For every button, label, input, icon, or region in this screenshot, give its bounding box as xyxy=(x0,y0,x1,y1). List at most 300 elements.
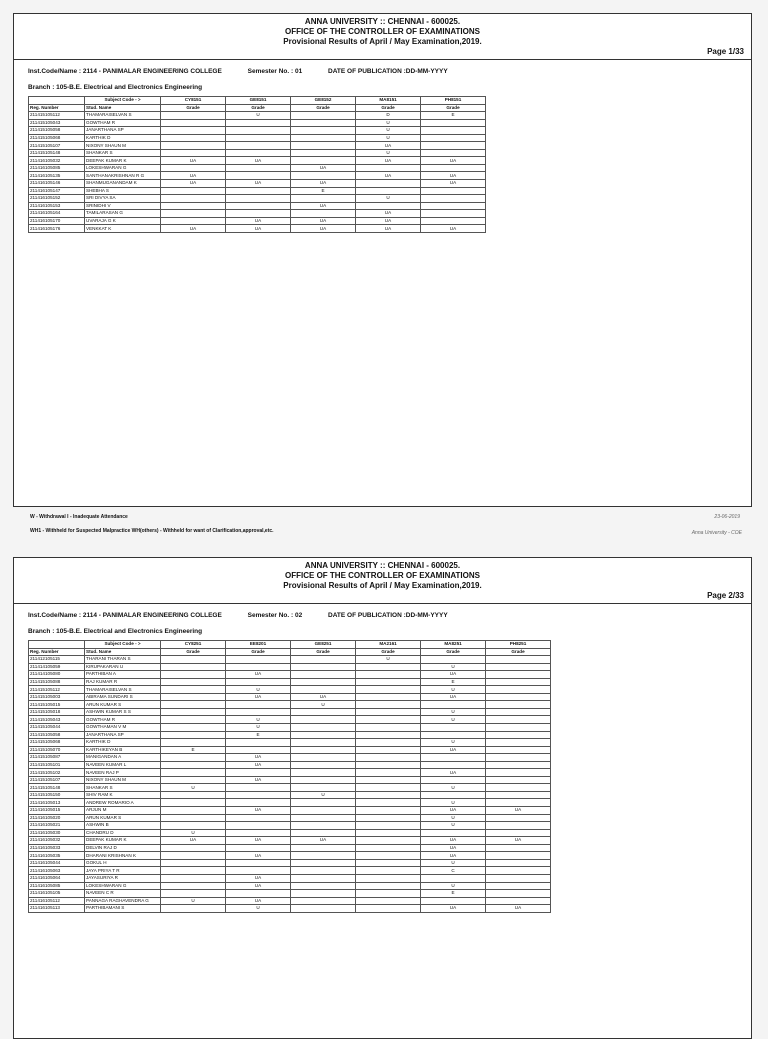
grade-cell: U xyxy=(356,149,421,157)
table-row xyxy=(29,761,551,769)
student-name-cell: PANNAGA RAGHAVENDRA G xyxy=(85,897,161,905)
grade-cell: UA xyxy=(356,217,421,225)
grade-cell: UA xyxy=(291,225,356,233)
table-row xyxy=(29,134,486,142)
grade-cell: E xyxy=(226,731,291,739)
grade-cell xyxy=(356,814,421,822)
grade-cell: U xyxy=(356,195,421,203)
reg-number-cell: 211416105032 xyxy=(29,837,85,845)
grade-cell xyxy=(291,678,356,686)
grade-cell xyxy=(421,874,486,882)
grade-cell xyxy=(291,142,356,150)
student-name-cell: DHARANI KRISHNAN K xyxy=(85,852,161,860)
subject-code-row xyxy=(29,641,551,649)
issuer-label: Anna University - COE xyxy=(691,530,742,536)
grade-cell xyxy=(486,693,551,701)
grade-cell xyxy=(291,172,356,180)
grade-cell xyxy=(161,164,226,172)
grade-cell: UA xyxy=(486,905,551,913)
subject-code: MA8151 xyxy=(356,97,421,105)
table-row xyxy=(29,784,551,792)
page-number: Page 2/33 xyxy=(707,591,744,600)
grade-header: Grade xyxy=(291,104,356,112)
legend-line-1: W - Withdrawal I - Inadequate Attendance xyxy=(30,514,128,520)
table-row xyxy=(29,656,551,664)
table-row xyxy=(29,754,551,762)
grade-cell xyxy=(161,708,226,716)
grade-cell xyxy=(291,656,356,664)
grade-cell xyxy=(486,822,551,830)
table-row xyxy=(29,663,551,671)
grade-cell: U xyxy=(421,882,486,890)
reg-number-cell: 211415105112 xyxy=(29,686,85,694)
grade-cell: UA xyxy=(291,837,356,845)
grade-cell xyxy=(421,142,486,150)
grade-cell xyxy=(421,761,486,769)
grade-cell xyxy=(356,784,421,792)
student-name-cell: DEEPAK KUMAR K xyxy=(85,837,161,845)
grade-header: Grade xyxy=(356,648,421,656)
grade-cell xyxy=(421,897,486,905)
grade-cell: E xyxy=(291,187,356,195)
table-row xyxy=(29,210,486,218)
grade-cell xyxy=(161,112,226,120)
grade-cell xyxy=(161,678,226,686)
subject-code: CY8151 xyxy=(161,97,226,105)
grade-header: Grade xyxy=(226,648,291,656)
grade-cell: U xyxy=(421,708,486,716)
student-name-cell: CHANDRU D xyxy=(85,829,161,837)
student-name-cell: SANTHANAKRISHNAN R G xyxy=(85,172,161,180)
reg-number-cell: 211416105032 xyxy=(29,157,85,165)
grade-cell: UA xyxy=(226,852,291,860)
table-row xyxy=(29,157,486,165)
student-name-cell: UVARAJA G K xyxy=(85,217,161,225)
table-row xyxy=(29,882,551,890)
grade-cell xyxy=(421,210,486,218)
university-name: ANNA UNIVERSITY :: CHENNAI - 600025. xyxy=(304,17,461,26)
table-row xyxy=(29,890,551,898)
results-table xyxy=(28,640,551,913)
grade-cell xyxy=(161,807,226,815)
grade-cell xyxy=(291,127,356,135)
reg-number-header: Reg. Number xyxy=(29,648,85,656)
grade-cell xyxy=(291,671,356,679)
student-name-cell: VENKKAT K xyxy=(85,225,161,233)
grade-cell xyxy=(356,164,421,172)
grade-cell xyxy=(421,656,486,664)
grade-cell xyxy=(291,890,356,898)
grade-cell xyxy=(291,157,356,165)
grade-cell xyxy=(291,874,356,882)
grade-cell: U xyxy=(356,127,421,135)
grade-cell: U xyxy=(226,686,291,694)
page-number: Page 1/33 xyxy=(707,47,744,56)
reg-number-cell: 211415105068 xyxy=(29,134,85,142)
grade-cell xyxy=(226,829,291,837)
grade-cell xyxy=(161,716,226,724)
reg-number-cell: 211416105135 xyxy=(29,172,85,180)
grade-cell: U xyxy=(356,656,421,664)
grade-cell: U xyxy=(161,897,226,905)
grade-cell xyxy=(226,663,291,671)
result-page-1 xyxy=(13,13,752,507)
grade-cell xyxy=(486,656,551,664)
semester-number: Semester No. : 02 xyxy=(247,612,303,619)
student-name-cell: PARTHIBAMANI S xyxy=(85,905,161,913)
header-cell-blank xyxy=(29,641,85,649)
table-row xyxy=(29,119,486,127)
student-name-cell: NIXONY SHAUN M xyxy=(85,776,161,784)
grade-cell: UA xyxy=(421,693,486,701)
table-row xyxy=(29,225,486,233)
grade-cell xyxy=(421,119,486,127)
grade-cell: E xyxy=(161,746,226,754)
grade-cell xyxy=(226,791,291,799)
grade-cell: UA xyxy=(356,225,421,233)
table-row xyxy=(29,172,486,180)
reg-number-header: Reg. Number xyxy=(29,104,85,112)
student-name-cell: ASHWIN KUMAR S S xyxy=(85,708,161,716)
student-name-cell: ARJUN M xyxy=(85,807,161,815)
grade-cell xyxy=(226,195,291,203)
grade-header: Grade xyxy=(421,104,486,112)
grade-header: Grade xyxy=(291,648,356,656)
grade-cell: E xyxy=(421,112,486,120)
reg-number-cell: 211415105107 xyxy=(29,776,85,784)
table-row xyxy=(29,693,551,701)
grade-cell xyxy=(161,769,226,777)
reg-number-cell: 211416105164 xyxy=(29,210,85,218)
institution-line xyxy=(28,68,472,75)
student-name-cell: JANARTHANA SP xyxy=(85,731,161,739)
student-name-cell: LOKESHWARAN G xyxy=(85,164,161,172)
grade-cell xyxy=(356,761,421,769)
grade-cell xyxy=(486,761,551,769)
grade-header: Grade xyxy=(226,104,291,112)
university-name: ANNA UNIVERSITY :: CHENNAI - 600025. xyxy=(304,561,461,570)
grade-cell: UA xyxy=(161,157,226,165)
grade-cell xyxy=(486,852,551,860)
reg-number-cell: 211416105085 xyxy=(29,164,85,172)
grade-cell xyxy=(486,671,551,679)
reg-number-cell: 211414105059 xyxy=(29,663,85,671)
grade-cell: UA xyxy=(421,225,486,233)
reg-number-cell: 211415105018 xyxy=(29,708,85,716)
grade-cell xyxy=(161,142,226,150)
student-name-cell: NAVEEN RAJ P xyxy=(85,769,161,777)
grade-cell: UA xyxy=(226,874,291,882)
grade-cell xyxy=(356,671,421,679)
reg-number-cell: 211415105150 xyxy=(29,791,85,799)
grade-cell xyxy=(356,769,421,777)
grade-cell: U xyxy=(421,822,486,830)
grade-cell xyxy=(421,754,486,762)
results-title: Provisional Results of April / May Examination,2019. xyxy=(283,37,482,46)
subject-code: EE8201 xyxy=(226,641,291,649)
student-name-cell: GOWTHAM R xyxy=(85,716,161,724)
grade-cell xyxy=(161,195,226,203)
grade-cell xyxy=(226,822,291,830)
grade-cell: UA xyxy=(226,897,291,905)
publication-date: DATE OF PUBLICATION :DD-MM-YYYY xyxy=(328,68,448,75)
grade-cell xyxy=(226,678,291,686)
grade-cell: D xyxy=(356,112,421,120)
grade-cell xyxy=(291,807,356,815)
grade-cell xyxy=(356,890,421,898)
reg-number-cell: 211415105058 xyxy=(29,731,85,739)
student-name-cell: NIXONY SHAUN M xyxy=(85,142,161,150)
grade-cell: UA xyxy=(226,776,291,784)
header-cell-blank xyxy=(29,97,85,105)
reg-number-cell: 211416105015 xyxy=(29,807,85,815)
grade-cell xyxy=(421,731,486,739)
results-title: Provisional Results of April / May Examination,2019. xyxy=(283,581,482,590)
student-name-cell: GOWTHAM R xyxy=(85,119,161,127)
grade-cell xyxy=(291,784,356,792)
grade-cell xyxy=(356,716,421,724)
reg-number-cell: 211415105102 xyxy=(29,769,85,777)
student-name-cell: SRINIDHI V xyxy=(85,202,161,210)
grade-cell: UA xyxy=(291,180,356,188)
table-row xyxy=(29,708,551,716)
header-divider xyxy=(14,603,751,604)
grade-cell: U xyxy=(161,829,226,837)
table-row xyxy=(29,127,486,135)
grade-cell xyxy=(161,701,226,709)
student-name-cell: JAYA PRIYA T R xyxy=(85,867,161,875)
result-page-2 xyxy=(13,557,752,1039)
legend-line-2: WH1 - Withheld for Suspected Malpractice WH(others) - Withheld for want of Clarification,approval,etc. xyxy=(30,528,274,534)
grade-cell: UA xyxy=(226,217,291,225)
student-name-cell: DEEPAK KUMAR K xyxy=(85,157,161,165)
grade-cell xyxy=(486,859,551,867)
grade-cell xyxy=(291,716,356,724)
table-row xyxy=(29,716,551,724)
grade-cell: C xyxy=(421,867,486,875)
table-row xyxy=(29,678,551,686)
student-name-cell: MANIGANDAN A xyxy=(85,754,161,762)
grade-cell xyxy=(226,127,291,135)
grade-cell xyxy=(161,739,226,747)
reg-number-cell: 211416105035 xyxy=(29,852,85,860)
grade-cell xyxy=(356,731,421,739)
grade-cell xyxy=(356,844,421,852)
table-row xyxy=(29,724,551,732)
grade-cell xyxy=(356,708,421,716)
grade-cell xyxy=(226,769,291,777)
grade-cell xyxy=(161,890,226,898)
grade-cell xyxy=(161,656,226,664)
table-row xyxy=(29,671,551,679)
grade-cell xyxy=(486,799,551,807)
grade-cell xyxy=(356,867,421,875)
reg-number-cell: 211414105080 xyxy=(29,671,85,679)
table-row xyxy=(29,187,486,195)
grade-cell xyxy=(421,164,486,172)
grade-cell xyxy=(356,701,421,709)
grade-cell xyxy=(291,708,356,716)
student-name-cell: SHIV RAM K xyxy=(85,791,161,799)
table-row xyxy=(29,791,551,799)
grade-cell xyxy=(226,739,291,747)
grade-cell xyxy=(291,149,356,157)
grade-cell xyxy=(226,708,291,716)
grade-cell xyxy=(356,678,421,686)
grade-cell xyxy=(486,686,551,694)
grade-cell xyxy=(291,731,356,739)
table-row xyxy=(29,776,551,784)
grade-cell: UA xyxy=(226,157,291,165)
grade-header: Grade xyxy=(161,104,226,112)
table-row xyxy=(29,852,551,860)
grade-cell xyxy=(226,187,291,195)
grade-cell xyxy=(291,112,356,120)
grade-cell xyxy=(486,890,551,898)
grade-cell xyxy=(486,708,551,716)
reg-number-cell: 211416105021 xyxy=(29,822,85,830)
grade-cell: UA xyxy=(356,210,421,218)
table-row xyxy=(29,874,551,882)
student-name-cell: THAMARAISELVAN S xyxy=(85,686,161,694)
reg-number-cell: 211415105015 xyxy=(29,701,85,709)
grade-cell: UA xyxy=(226,837,291,845)
grade-cell xyxy=(291,119,356,127)
header-divider xyxy=(14,59,751,60)
grade-cell: U xyxy=(226,724,291,732)
grade-cell xyxy=(421,195,486,203)
grade-cell xyxy=(421,776,486,784)
student-name-cell: LOKESHWARAN G xyxy=(85,882,161,890)
table-row xyxy=(29,164,486,172)
table-row xyxy=(29,829,551,837)
grade-cell xyxy=(486,791,551,799)
table-row xyxy=(29,905,551,913)
grade-cell xyxy=(291,897,356,905)
grade-cell xyxy=(226,202,291,210)
grade-cell xyxy=(291,814,356,822)
grade-cell xyxy=(226,890,291,898)
grade-cell xyxy=(356,663,421,671)
grade-cell xyxy=(226,119,291,127)
reg-number-cell: 211416105044 xyxy=(29,859,85,867)
grade-cell: UA xyxy=(486,837,551,845)
reg-number-cell: 211416105085 xyxy=(29,882,85,890)
grade-cell: UA xyxy=(161,837,226,845)
grade-cell xyxy=(161,761,226,769)
grade-cell xyxy=(161,776,226,784)
grade-cell: UA xyxy=(421,180,486,188)
reg-number-cell: 211416105063 xyxy=(29,867,85,875)
grade-cell xyxy=(486,776,551,784)
student-name-cell: RAJ KUMAR R xyxy=(85,678,161,686)
grade-cell: UA xyxy=(161,180,226,188)
grade-cell xyxy=(421,829,486,837)
grade-cell xyxy=(161,852,226,860)
grade-cell xyxy=(356,905,421,913)
grade-cell xyxy=(356,874,421,882)
grade-cell xyxy=(161,127,226,135)
institution-name: Inst.Code/Name : 2114 - PANIMALAR ENGINEERING COLLEGE xyxy=(28,68,222,75)
student-name-cell: ANDREW ROMARIO A xyxy=(85,799,161,807)
reg-number-cell: 211415105148 xyxy=(29,784,85,792)
grade-cell: UA xyxy=(421,852,486,860)
grade-cell xyxy=(161,754,226,762)
grade-cell xyxy=(291,739,356,747)
grade-cell xyxy=(291,761,356,769)
grade-cell: UA xyxy=(421,807,486,815)
table-row xyxy=(29,844,551,852)
grade-cell: U xyxy=(421,814,486,822)
reg-number-cell: 211415105088 xyxy=(29,678,85,686)
table-row xyxy=(29,142,486,150)
grade-cell xyxy=(161,867,226,875)
grade-cell xyxy=(161,210,226,218)
grade-cell xyxy=(356,837,421,845)
grade-cell: UA xyxy=(421,746,486,754)
grade-cell: UA xyxy=(421,837,486,845)
grade-cell xyxy=(226,799,291,807)
grade-cell xyxy=(421,187,486,195)
grade-cell xyxy=(161,202,226,210)
grade-cell xyxy=(486,769,551,777)
grade-cell xyxy=(161,822,226,830)
grade-cell xyxy=(486,844,551,852)
grade-cell xyxy=(161,814,226,822)
grade-cell xyxy=(356,791,421,799)
grade-cell xyxy=(486,814,551,822)
table-row xyxy=(29,799,551,807)
grade-cell: UA xyxy=(291,693,356,701)
table-row xyxy=(29,202,486,210)
grade-cell xyxy=(291,867,356,875)
grade-cell xyxy=(291,776,356,784)
grade-cell xyxy=(486,716,551,724)
grade-cell xyxy=(291,852,356,860)
table-row xyxy=(29,807,551,815)
grade-cell: UA xyxy=(291,164,356,172)
grade-cell xyxy=(486,678,551,686)
grade-cell xyxy=(421,701,486,709)
table-row xyxy=(29,814,551,822)
table-row xyxy=(29,195,486,203)
grade-cell xyxy=(486,784,551,792)
student-name-cell: KARTHIK D xyxy=(85,134,161,142)
grade-cell xyxy=(226,142,291,150)
table-row xyxy=(29,217,486,225)
branch-name: Branch : 105-B.E. Electrical and Electronics Engineering xyxy=(28,84,203,91)
grade-cell xyxy=(356,746,421,754)
reg-number-cell: 211416105176 xyxy=(29,225,85,233)
student-name-cell: SRI DIVYA SA xyxy=(85,195,161,203)
student-name-cell: ARUN KUMAR S xyxy=(85,814,161,822)
table-row xyxy=(29,837,551,845)
reg-number-cell: 211416105113 xyxy=(29,905,85,913)
grade-cell xyxy=(161,671,226,679)
grade-cell xyxy=(291,859,356,867)
grade-cell xyxy=(356,799,421,807)
grade-cell xyxy=(226,814,291,822)
grade-cell xyxy=(486,724,551,732)
reg-number-cell: 211416105146 xyxy=(29,180,85,188)
grade-cell: E xyxy=(421,678,486,686)
grade-cell xyxy=(356,852,421,860)
grade-cell: UA xyxy=(356,157,421,165)
grade-cell xyxy=(161,149,226,157)
grade-header: Grade xyxy=(486,648,551,656)
grade-cell xyxy=(226,844,291,852)
table-row xyxy=(29,686,551,694)
